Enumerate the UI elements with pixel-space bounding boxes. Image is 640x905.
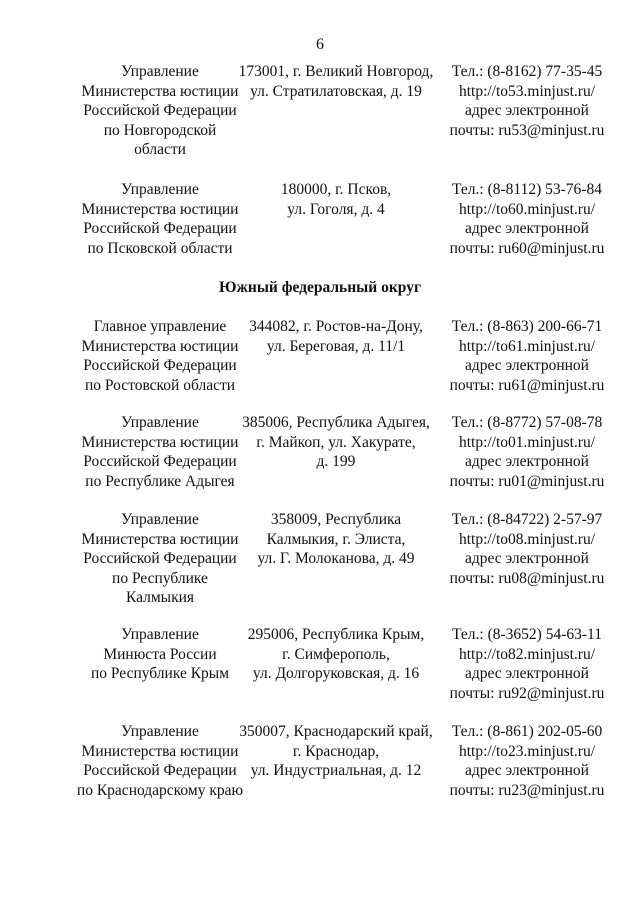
- address-line: ул. Гоголя, д. 4: [287, 200, 385, 218]
- org-line: Министерства юстиции: [81, 82, 239, 100]
- email: почты: ru08@minjust.ru: [449, 569, 605, 587]
- org-line: по Республике: [112, 569, 208, 587]
- org-line: Главное управление: [93, 318, 227, 335]
- email: почты: ru92@minjust.ru: [449, 684, 605, 702]
- website-link: http://to08.minjust.ru/: [458, 530, 596, 548]
- address-line: Калмыкия, г. Элиста,: [266, 530, 406, 548]
- contacts: [427, 413, 627, 491]
- org-line: Калмыкия: [125, 589, 195, 607]
- address-line: г. Симферополь,: [282, 645, 390, 663]
- address-line: ул. Г. Молоканова, д. 49: [257, 550, 415, 568]
- contacts: [427, 625, 627, 703]
- org-line: Российской Федерации: [83, 762, 237, 780]
- address-line: ул. Индустриальная, д. 12: [250, 762, 422, 780]
- org-line: Министерства юстиции: [81, 433, 239, 451]
- contacts: [427, 317, 627, 395]
- website-link: http://to53.minjust.ru/: [458, 82, 596, 100]
- website-link: http://to23.minjust.ru/: [458, 742, 596, 760]
- org-line: по Новгородской: [103, 121, 217, 139]
- email: почты: ru61@minjust.ru: [449, 376, 605, 394]
- org-line: Минюста России: [103, 645, 217, 663]
- phone: Тел.: (8-84722) 2-57-97: [451, 511, 603, 528]
- address-line: 385006, Республика Адыгея,: [242, 414, 430, 431]
- org-line: Российской Федерации: [83, 550, 237, 568]
- org-line: по Республике Адыгея: [85, 472, 235, 490]
- org-line: по Ростовской области: [84, 376, 236, 394]
- address-line: г. Майкоп, ул. Хакурате,: [256, 433, 416, 451]
- website-link: http://to01.minjust.ru/: [458, 433, 596, 451]
- address-line: 344082, г. Ростов-на-Дону,: [249, 318, 423, 335]
- address-line: 358009, Республика: [270, 511, 402, 528]
- org-line: по Псковской области: [87, 239, 233, 257]
- phone: Тел.: (8-8112) 53-76-84: [452, 181, 602, 198]
- org-line: Управление: [121, 414, 199, 431]
- email-label: адрес электронной: [465, 762, 589, 780]
- email-label: адрес электронной: [465, 220, 589, 238]
- address: [232, 510, 440, 569]
- email-label: адрес электронной: [465, 453, 589, 471]
- email: почты: ru60@minjust.ru: [449, 239, 605, 257]
- org-line: Управление: [121, 181, 199, 198]
- org-line: Министерства юстиции: [81, 337, 239, 355]
- email: почты: ru01@minjust.ru: [449, 472, 605, 490]
- page-number: 6: [316, 36, 324, 53]
- address-line: ул. Долгоруковская, д. 16: [252, 665, 420, 683]
- org-line: Российской Федерации: [83, 357, 237, 375]
- org-line: Управление: [121, 626, 199, 643]
- org-line: Российской Федерации: [83, 453, 237, 471]
- address-line: г. Краснодар,: [292, 742, 380, 760]
- org-line: Министерства юстиции: [81, 742, 239, 760]
- org-line: Управление: [121, 511, 199, 528]
- email-label: адрес электронной: [465, 665, 589, 683]
- org-line: области: [134, 141, 186, 159]
- org-line: Управление: [121, 63, 199, 80]
- phone: Тел.: (8-863) 200-66-71: [451, 318, 603, 335]
- contacts: [427, 62, 627, 140]
- address: [232, 413, 440, 472]
- email-label: адрес электронной: [465, 357, 589, 375]
- phone: Тел.: (8-3652) 54-63-11: [452, 626, 602, 643]
- email: почты: ru53@minjust.ru: [449, 121, 605, 139]
- org-line: по Краснодарскому краю: [76, 781, 244, 799]
- address-line: 350007, Краснодарский край,: [239, 723, 433, 740]
- org-line: Российской Федерации: [83, 220, 237, 238]
- email-label: адрес электронной: [465, 102, 589, 120]
- website-link: http://to82.minjust.ru/: [458, 645, 596, 663]
- section-title: Южный федеральный округ: [219, 279, 421, 296]
- address: [232, 62, 440, 101]
- address-line: ул. Береговая, д. 11/1: [266, 337, 406, 355]
- phone: Тел.: (8-8162) 77-35-45: [451, 63, 603, 80]
- address-line: 173001, г. Великий Новгород,: [238, 63, 434, 80]
- org-line: Управление: [121, 723, 199, 740]
- phone: Тел.: (8-8772) 57-08-78: [451, 414, 603, 431]
- address: [232, 625, 440, 684]
- org-line: Министерства юстиции: [81, 530, 239, 548]
- website-link: http://to60.minjust.ru/: [458, 200, 596, 218]
- org-line: Российской Федерации: [83, 102, 237, 120]
- org-line: по Республике Крым: [90, 665, 230, 683]
- address-line: 295006, Республика Крым,: [247, 626, 425, 643]
- website-link: http://to61.minjust.ru/: [458, 337, 596, 355]
- contacts: [427, 510, 627, 588]
- address-line: ул. Стратилатовская, д. 19: [250, 82, 422, 100]
- org-line: Министерства юстиции: [81, 200, 239, 218]
- email: почты: ru23@minjust.ru: [449, 781, 605, 799]
- address: [232, 317, 440, 356]
- contacts: [427, 180, 627, 258]
- phone: Тел.: (8-861) 202-05-60: [451, 723, 603, 740]
- email-label: адрес электронной: [465, 550, 589, 568]
- address-line: 180000, г. Псков,: [280, 181, 392, 198]
- address: [232, 722, 440, 781]
- address: [232, 180, 440, 219]
- contacts: [427, 722, 627, 800]
- address-line: д. 199: [316, 453, 356, 471]
